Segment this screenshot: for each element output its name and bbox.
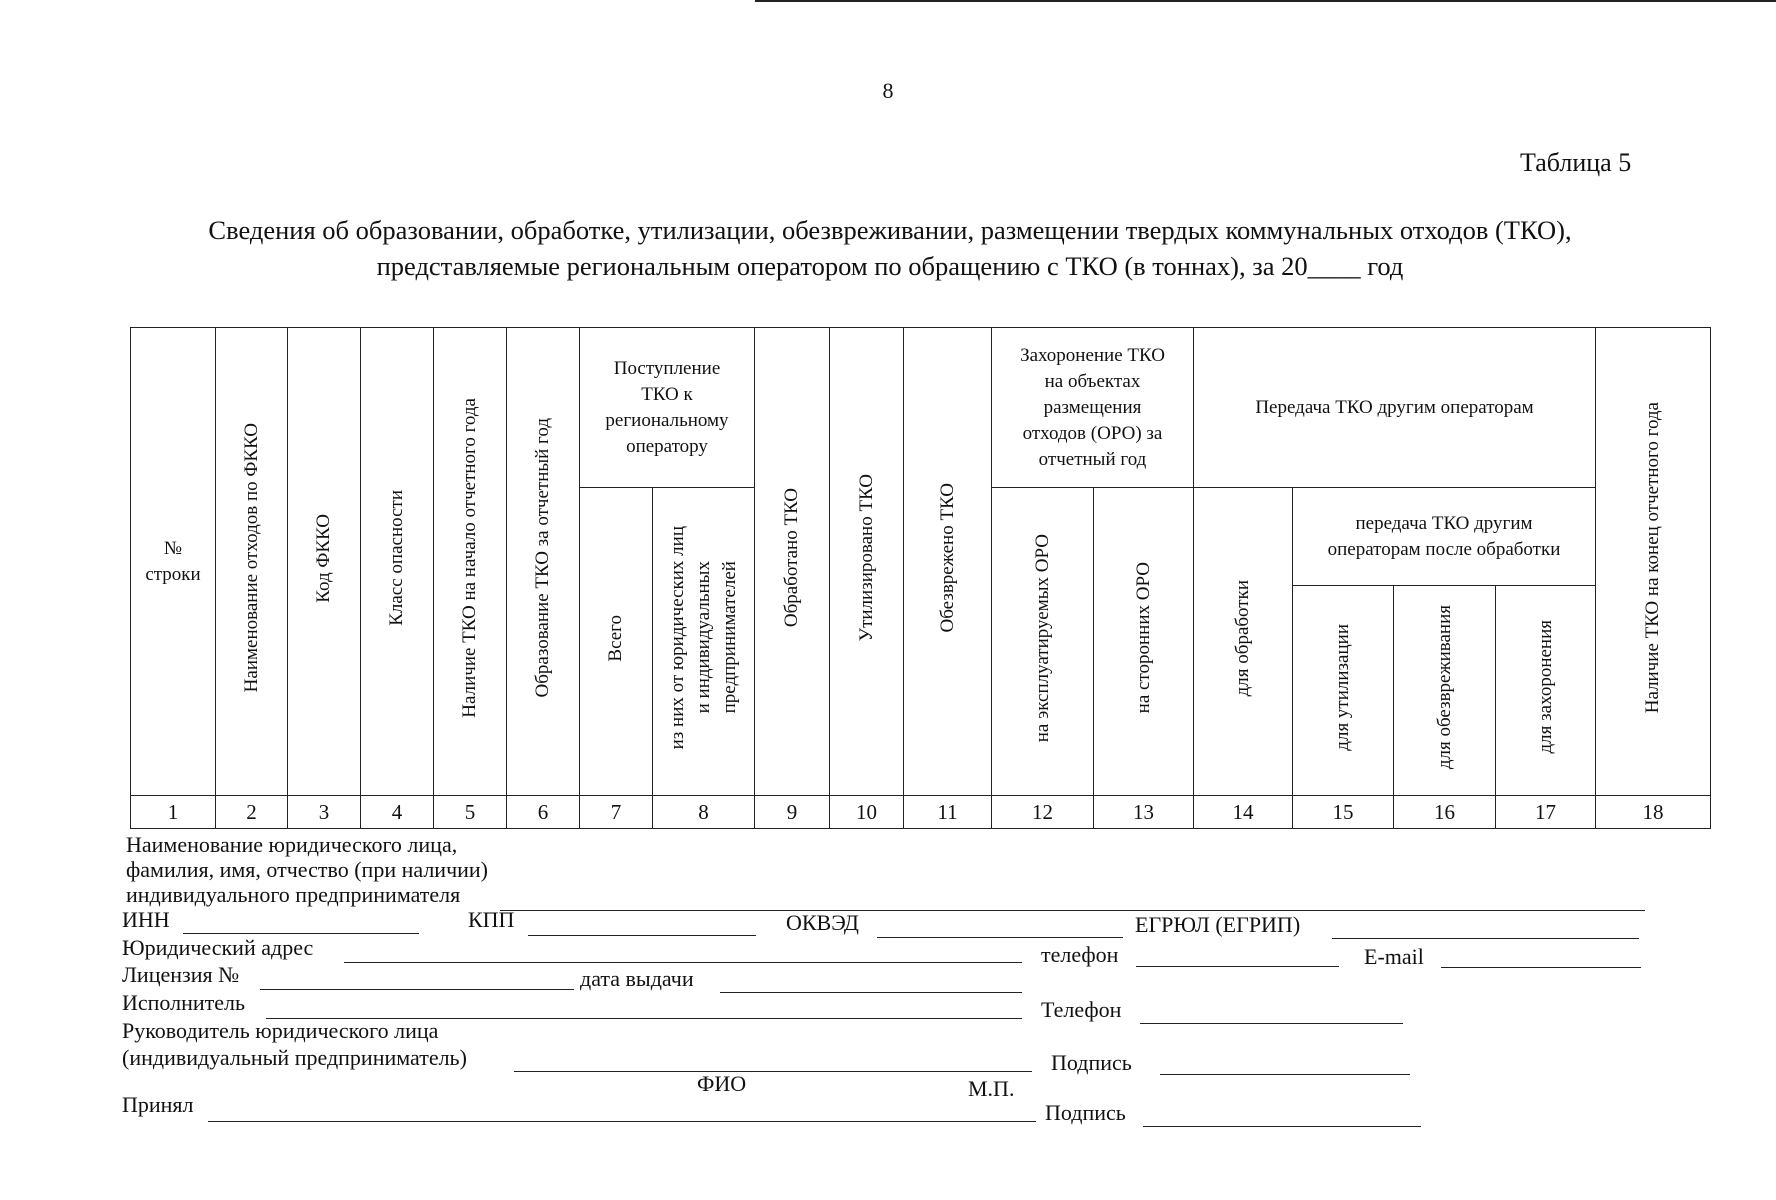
colnum-1: 1 xyxy=(131,796,216,829)
field-address[interactable] xyxy=(344,962,1022,963)
field-phone[interactable] xyxy=(1136,966,1339,967)
title-line-2: представляемые региональным оператором по обращению с ТКО (в тоннах), за 20____ год xyxy=(376,251,1404,281)
header-stock-end: Наличие ТКО на конец отчетного года xyxy=(1596,328,1711,796)
field-kpp[interactable] xyxy=(528,935,756,936)
header-after-burial: для захоронения xyxy=(1496,586,1596,796)
label-signature: Подпись xyxy=(1051,1050,1132,1075)
label-address: Юридический адрес xyxy=(122,935,314,960)
top-border-line xyxy=(755,0,1776,2)
label-fio: ФИО xyxy=(697,1071,747,1096)
header-generation: Образование ТКО за отчетный год xyxy=(507,328,580,796)
label-head-line2: (индивидуальный предприниматель) xyxy=(122,1045,467,1070)
header-burial-external: на сторонних ОРО xyxy=(1094,488,1194,796)
colnum-15: 15 xyxy=(1293,796,1394,829)
header-transfer-processing: для обработки xyxy=(1194,488,1293,796)
header-receipt-legal: из них от юридических лиц и индивидуальных предпринимателей xyxy=(653,488,755,796)
table-label: Таблица 5 xyxy=(1520,148,1632,177)
field-head-name[interactable] xyxy=(514,1071,1032,1072)
header-receipt-total: Всего xyxy=(580,488,653,796)
label-egrul: ЕГРЮЛ (ЕГРИП) xyxy=(1135,912,1301,937)
colnum-13: 13 xyxy=(1094,796,1194,829)
field-license[interactable] xyxy=(260,989,574,990)
colnum-3: 3 xyxy=(288,796,361,829)
header-processed: Обработано ТКО xyxy=(755,328,830,796)
label-okved: ОКВЭД xyxy=(786,910,859,935)
colnum-17: 17 xyxy=(1496,796,1596,829)
label-mp: М.П. xyxy=(968,1076,1015,1101)
colnum-11: 11 xyxy=(904,796,992,829)
header-neutralized: Обезврежено ТКО xyxy=(904,328,992,796)
label-phone: телефон xyxy=(1041,942,1119,967)
header-hazard-class: Класс опасности xyxy=(361,328,434,796)
document-title xyxy=(100,212,1680,284)
colnum-12: 12 xyxy=(992,796,1094,829)
colnum-6: 6 xyxy=(507,796,580,829)
header-after-utilization: для утилизации xyxy=(1293,586,1394,796)
label-accepted: Принял xyxy=(122,1092,194,1117)
label-kpp: КПП xyxy=(468,907,515,932)
header-row-number: № строки xyxy=(131,328,216,796)
label-executor-phone: Телефон xyxy=(1041,997,1122,1022)
colnum-4: 4 xyxy=(361,796,434,829)
label-name-line2: фамилия, имя, отчество (при наличии) xyxy=(126,857,489,882)
column-numbers-row xyxy=(131,796,1711,829)
colnum-14: 14 xyxy=(1194,796,1293,829)
colnum-10: 10 xyxy=(830,796,904,829)
label-name-line1: Наименование юридического лица, xyxy=(126,832,458,857)
field-executor-phone[interactable] xyxy=(1140,1023,1403,1024)
field-inn[interactable] xyxy=(183,933,419,934)
page-number: 8 xyxy=(882,78,894,103)
colnum-2: 2 xyxy=(216,796,288,829)
label-name-line3: индивидуального предпринимателя xyxy=(126,882,461,907)
field-signature2[interactable] xyxy=(1143,1126,1421,1127)
header-group-burial: Захоронение ТКО на объектах размещения отходов (ОРО) за отчетный год xyxy=(992,328,1194,488)
header-after-neutralization: для обезвреживания xyxy=(1394,586,1496,796)
field-legal-name[interactable] xyxy=(500,910,1645,911)
label-email: E-mail xyxy=(1364,944,1424,969)
colnum-5: 5 xyxy=(434,796,507,829)
header-waste-name: Наименование отходов по ФККО xyxy=(216,328,288,796)
label-head-line1: Руководитель юридического лица xyxy=(122,1018,439,1043)
field-okved[interactable] xyxy=(877,937,1123,938)
header-stock-start: Наличие ТКО на начало отчетного года xyxy=(434,328,507,796)
header-utilized: Утилизировано ТКО xyxy=(830,328,904,796)
field-email[interactable] xyxy=(1441,967,1641,968)
label-signature2: Подпись xyxy=(1045,1100,1126,1125)
header-fkko-code: Код ФККО xyxy=(288,328,361,796)
colnum-9: 9 xyxy=(755,796,830,829)
field-signature[interactable] xyxy=(1160,1074,1410,1075)
field-egrul[interactable] xyxy=(1332,938,1639,939)
header-group-transfer: Передача ТКО другим операторам xyxy=(1194,328,1596,488)
label-issue-date: дата выдачи xyxy=(580,966,694,991)
field-issue-date[interactable] xyxy=(720,992,1022,993)
title-line-1: Сведения об образовании, обработке, утилизации, обезвреживании, размещении твердых коммунальных отходов (ТКО), xyxy=(208,215,1572,245)
header-burial-operated: на эксплуатируемых ОРО xyxy=(992,488,1094,796)
colnum-8: 8 xyxy=(653,796,755,829)
header-group-after-processing: передача ТКО другим операторам после обработки xyxy=(1293,488,1596,586)
colnum-7: 7 xyxy=(580,796,653,829)
label-license: Лицензия № xyxy=(122,962,240,987)
report-table xyxy=(130,327,1711,829)
field-accepted[interactable] xyxy=(208,1121,1036,1122)
label-executor: Исполнитель xyxy=(122,990,246,1015)
header-group-receipt: Поступление ТКО к региональному оператору xyxy=(580,328,755,488)
colnum-16: 16 xyxy=(1394,796,1496,829)
label-inn: ИНН xyxy=(122,907,170,932)
colnum-18: 18 xyxy=(1596,796,1711,829)
